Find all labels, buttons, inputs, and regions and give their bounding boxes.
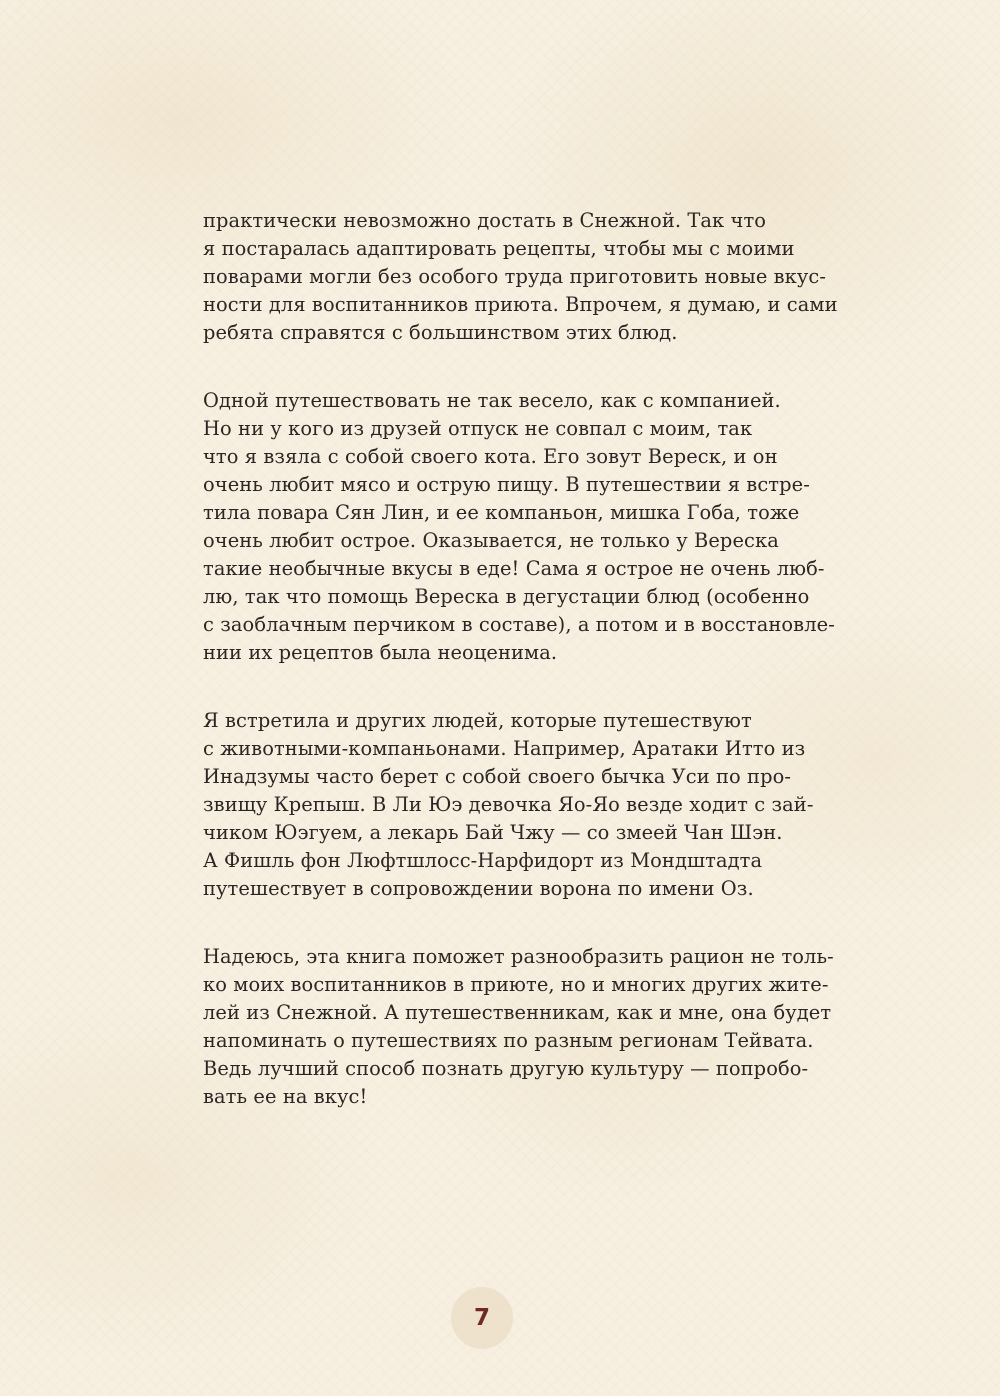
- text-line: Одной путешествовать не так весело, как с компанией.: [203, 389, 781, 412]
- text-line: ности для воспитанников приюта. Впрочем, я думаю, и сами: [203, 293, 838, 316]
- text-line: с животными-компаньонами. Например, Аратаки Итто из: [203, 737, 806, 760]
- text-line: Я встретила и других людей, которые путешествуют: [203, 709, 752, 732]
- text-line: очень любит мясо и острую пищу. В путешествии я встре-: [203, 473, 810, 496]
- body-text: [203, 207, 838, 1151]
- text-line: Инадзумы часто берет с собой своего бычка Уси по про-: [203, 765, 792, 788]
- text-line: что я взяла с собой своего кота. Его зовут Вереск, и он: [203, 445, 778, 468]
- paragraph-2: [203, 387, 835, 667]
- text-line: А Фишль фон Люфтшлосс-Нарфидорт из Мондштадта: [203, 849, 763, 872]
- text-line: вать ее на вкус!: [203, 1085, 368, 1108]
- text-line: чиком Юэгуем, а лекарь Бай Чжу — со змеей Чан Шэн.: [203, 821, 783, 844]
- text-line: звищу Крепыш. В Ли Юэ девочка Яо-Яо везде ходит с зай-: [203, 793, 814, 816]
- page-number: 7: [473, 1305, 490, 1331]
- text-line: Надеюсь, эта книга поможет разнообразить рацион не толь-: [203, 945, 834, 968]
- text-line: Ведь лучший способ познать другую культуру — попробо-: [203, 1057, 809, 1080]
- text-line: лей из Снежной. А путешественникам, как и мне, она будет: [203, 1001, 832, 1024]
- text-line: очень любит острое. Оказывается, не только у Вереска: [203, 529, 779, 552]
- text-line: такие необычные вкусы в еде! Сама я острое не очень люб-: [203, 557, 825, 580]
- text-line: Но ни у кого из друзей отпуск не совпал с моим, так: [203, 417, 753, 440]
- text-line: путешествует в сопровождении ворона по имени Оз.: [203, 877, 754, 900]
- text-line: ко моих воспитанников в приюте, но и многих других жите-: [203, 973, 829, 996]
- text-line: с заоблачным перчиком в составе), а потом и в восстановле-: [203, 613, 835, 636]
- text-line: я постаралась адаптировать рецепты, чтобы мы с моими: [203, 237, 795, 260]
- text-line: напоминать о путешествиях по разным регионам Тейвата.: [203, 1029, 814, 1052]
- text-line: лю, так что помощь Вереска в дегустации блюд (особенно: [203, 585, 810, 608]
- text-line: тила повара Сян Лин, и ее компаньон, мишка Гоба, тоже: [203, 501, 800, 524]
- text-line: поварами могли без особого труда приготовить новые вкус-: [203, 265, 827, 288]
- paragraph-1: [203, 207, 838, 347]
- text-line: ребята справятся с большинством этих блюд.: [203, 321, 678, 344]
- paragraph-4: [203, 943, 834, 1111]
- paragraph-3: [203, 707, 814, 903]
- text-line: нии их рецептов была неоценима.: [203, 641, 558, 664]
- page-number-badge: [451, 1287, 513, 1349]
- text-line: практически невозможно достать в Снежной. Так что: [203, 209, 767, 232]
